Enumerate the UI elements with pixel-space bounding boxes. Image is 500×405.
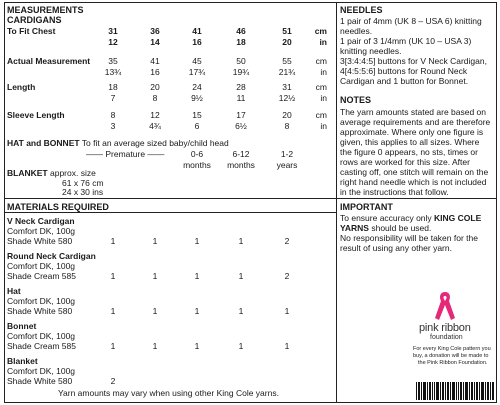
pink-ribbon-icon bbox=[432, 288, 458, 322]
material-shade: Shade Cream 585 bbox=[7, 271, 76, 281]
actual-cm: 45 bbox=[192, 56, 202, 66]
notes-line: average requirements and are therefore bbox=[340, 117, 491, 127]
needles-line: needles. bbox=[340, 26, 373, 36]
needles-title: NEEDLES bbox=[340, 5, 383, 15]
length-in: 12½ bbox=[278, 93, 296, 103]
material-qty: 1 bbox=[284, 306, 290, 316]
premature-label: —— Premature —— bbox=[86, 149, 165, 159]
blanket-line bbox=[7, 168, 96, 178]
length-in: 7 bbox=[110, 93, 116, 103]
length-cm: 18 bbox=[108, 82, 118, 92]
needles-line: 1 pair of 4mm (UK 8 – USA 6) knitting bbox=[340, 16, 482, 26]
materials-footer: Yarn amounts may vary when using other King Cole yarns. bbox=[58, 388, 279, 398]
hat-size-2: 1-2 bbox=[280, 149, 294, 159]
material-qty: 1 bbox=[194, 271, 200, 281]
actual-cm: 55 bbox=[282, 56, 292, 66]
actual-in: 21¾ bbox=[278, 67, 296, 77]
material-qty: 1 bbox=[152, 341, 158, 351]
important-line: result of using any other yarn. bbox=[340, 243, 452, 253]
sleeve-in: 4¾ bbox=[149, 121, 161, 131]
pink-ribbon-caption: buy, a donation will be made to bbox=[413, 353, 489, 359]
fit-chest-in: 18 bbox=[236, 37, 246, 47]
hat-bonnet-line bbox=[7, 138, 229, 148]
fit-chest-cm: 51 bbox=[282, 26, 292, 36]
sleeve-label: Sleeve Length bbox=[7, 110, 65, 120]
pink-ribbon-caption: For every King Cole pattern you bbox=[413, 346, 491, 352]
notes-line: rows are worked for this size. After bbox=[340, 157, 470, 167]
notes-line: given, this applies to all sizes. Where bbox=[340, 137, 480, 147]
length-cm: 24 bbox=[192, 82, 202, 92]
material-yarn: Comfort DK, 100g bbox=[7, 296, 76, 306]
unit-cm: cm bbox=[314, 26, 327, 36]
fit-chest-in: 20 bbox=[282, 37, 292, 47]
material-qty: 1 bbox=[110, 271, 116, 281]
sleeve-in: 8 bbox=[284, 121, 290, 131]
material-shade: Shade Cream 585 bbox=[7, 341, 76, 351]
needles-line: 3[3:4:4:5] buttons for V Neck Cardigan, bbox=[340, 56, 487, 66]
blanket-cm: 61 x 76 cm bbox=[62, 178, 104, 188]
fit-chest-in: 14 bbox=[150, 37, 160, 47]
unit-in: in bbox=[320, 93, 327, 103]
needles-line: Cardigan and 1 button for Bonnet. bbox=[340, 76, 469, 86]
material-qty: 1 bbox=[194, 306, 200, 316]
length-cm: 31 bbox=[282, 82, 292, 92]
length-cm: 20 bbox=[150, 82, 160, 92]
hat-size-1-unit: months bbox=[227, 160, 255, 170]
notes-line: approximate. Where only one figure is bbox=[340, 127, 484, 137]
material-qty: 1 bbox=[238, 236, 244, 246]
important-line-1: To ensure accuracy only KING COLE bbox=[340, 213, 482, 223]
blanket-desc: approx. size bbox=[49, 168, 96, 178]
notes-line: The yarn amounts stated are based on bbox=[340, 107, 487, 117]
material-qty: 2 bbox=[284, 271, 290, 281]
sleeve-in: 6 bbox=[194, 121, 200, 131]
sleeve-cm: 15 bbox=[192, 110, 202, 120]
fit-chest-in: 16 bbox=[192, 37, 202, 47]
fit-chest-cm: 46 bbox=[236, 26, 246, 36]
material-qty: 2 bbox=[284, 236, 290, 246]
material-qty: 1 bbox=[110, 306, 116, 316]
actual-in: 17¾ bbox=[188, 67, 206, 77]
sleeve-cm: 17 bbox=[236, 110, 246, 120]
materials-divider bbox=[5, 212, 336, 213]
pink-ribbon-logo-text: pink ribbon bbox=[419, 322, 471, 334]
material-shade: Shade White 580 bbox=[7, 306, 73, 316]
actual-in: 16 bbox=[150, 67, 160, 77]
premature-text: Premature bbox=[105, 149, 146, 159]
notes-line: right hand needle which is not included bbox=[340, 177, 487, 187]
length-label: Length bbox=[7, 82, 36, 92]
actual-in: 13¾ bbox=[104, 67, 122, 77]
sleeve-in: 6½ bbox=[235, 121, 247, 131]
unit-cm: cm bbox=[315, 110, 327, 120]
actual-in: 19¾ bbox=[232, 67, 250, 77]
material-yarn: Comfort DK, 100g bbox=[7, 226, 76, 236]
notes-title: NOTES bbox=[340, 95, 372, 105]
hat-size-0: 0-6 bbox=[190, 149, 204, 159]
notes-line: in the instructions that follow. bbox=[340, 187, 449, 197]
fit-chest-cm: 41 bbox=[192, 26, 202, 36]
fit-chest-label: To Fit Chest bbox=[7, 26, 56, 36]
actual-cm: 41 bbox=[150, 56, 160, 66]
fit-chest-cm: 31 bbox=[108, 26, 118, 36]
material-qty: 1 bbox=[238, 271, 244, 281]
material-qty: 1 bbox=[110, 236, 116, 246]
material-qty: 1 bbox=[152, 271, 158, 281]
material-qty: 1 bbox=[284, 341, 290, 351]
fit-chest-cm: 36 bbox=[150, 26, 160, 36]
notes-line: the figure 0 appears, no sts, times or bbox=[340, 147, 478, 157]
material-qty: 1 bbox=[110, 341, 116, 351]
material-yarn: Comfort DK, 100g bbox=[7, 366, 76, 376]
material-group-title: Bonnet bbox=[7, 321, 37, 331]
material-qty: 1 bbox=[194, 341, 200, 351]
material-qty: 1 bbox=[152, 306, 158, 316]
sleeve-cm: 8 bbox=[110, 110, 116, 120]
actual-cm: 35 bbox=[108, 56, 118, 66]
material-yarn: Comfort DK, 100g bbox=[7, 261, 76, 271]
notes-divider bbox=[337, 198, 496, 199]
hat-bonnet-label: HAT and BONNET bbox=[7, 138, 80, 148]
needles-line: 1 pair of 3 1/4mm (UK 10 – USA 3) bbox=[340, 36, 472, 46]
material-qty: 2 bbox=[110, 376, 116, 386]
material-qty: 1 bbox=[238, 306, 244, 316]
unit-cm: cm bbox=[315, 82, 327, 92]
fit-chest-in: 12 bbox=[108, 37, 118, 47]
important-title: IMPORTANT bbox=[340, 202, 393, 212]
materials-title: MATERIALS REQUIRED bbox=[7, 202, 109, 212]
needles-line: knitting needles. bbox=[340, 46, 402, 56]
needles-line: 4[4:5:5:6] buttons for Round Neck bbox=[340, 66, 468, 76]
actual-cm: 50 bbox=[236, 56, 246, 66]
material-group-title: Hat bbox=[7, 286, 21, 296]
barcode bbox=[414, 381, 496, 401]
sleeve-in: 3 bbox=[110, 121, 116, 131]
length-cm: 28 bbox=[236, 82, 246, 92]
hat-bonnet-desc: To fit an average sized baby/child head bbox=[81, 138, 229, 148]
hat-size-1: 6-12 bbox=[232, 149, 250, 159]
length-in: 8 bbox=[152, 93, 158, 103]
unit-in: in bbox=[319, 37, 327, 47]
blanket-label: BLANKET bbox=[7, 168, 48, 178]
unit-in: in bbox=[320, 121, 327, 131]
pink-ribbon-logo-subtext: foundation bbox=[430, 334, 463, 341]
length-in: 11 bbox=[236, 93, 246, 103]
material-group-title: V Neck Cardigan bbox=[7, 216, 75, 226]
notes-line: casting off, one stitch will remain on the bbox=[340, 167, 489, 177]
measurements-title: MEASUREMENTS bbox=[7, 5, 84, 15]
important-line: No responsibility will be taken for the bbox=[340, 233, 478, 243]
material-shade: Shade White 580 bbox=[7, 236, 73, 246]
important-line-2: YARNS should be used. bbox=[340, 223, 432, 233]
material-yarn: Comfort DK, 100g bbox=[7, 331, 76, 341]
sleeve-cm: 20 bbox=[282, 110, 292, 120]
blanket-in: 24 x 30 ins bbox=[62, 187, 104, 197]
unit-cm: cm bbox=[315, 56, 327, 66]
sleeve-cm: 12 bbox=[150, 110, 160, 120]
length-in: 9½ bbox=[191, 93, 203, 103]
unit-in: in bbox=[320, 67, 327, 77]
hat-size-2-unit: years bbox=[276, 160, 298, 170]
cardigans-subtitle: CARDIGANS bbox=[7, 15, 62, 25]
material-qty: 1 bbox=[194, 236, 200, 246]
actual-label: Actual Measurement bbox=[7, 56, 91, 66]
material-shade: Shade White 580 bbox=[7, 376, 73, 386]
pink-ribbon-caption: the Pink Ribbon Foundation. bbox=[418, 360, 488, 366]
material-qty: 1 bbox=[238, 341, 244, 351]
material-qty: 1 bbox=[152, 236, 158, 246]
hat-size-0-unit: months bbox=[183, 160, 211, 170]
material-group-title: Blanket bbox=[7, 356, 38, 366]
material-group-title: Round Neck Cardigan bbox=[7, 251, 96, 261]
